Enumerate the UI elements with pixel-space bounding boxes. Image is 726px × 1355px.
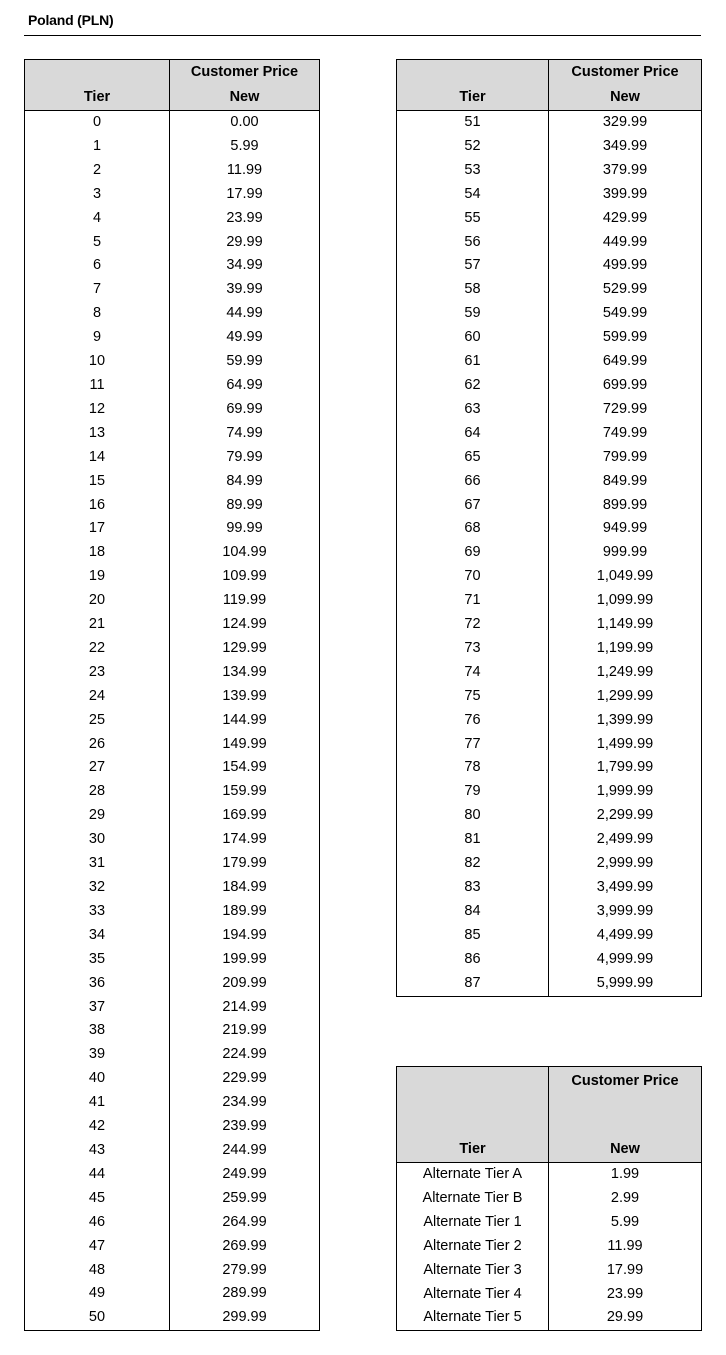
price-table-alternate-tiers [396, 1066, 702, 1331]
tier-cell: 60 [397, 326, 549, 350]
price-cell: 269.99 [222, 1237, 267, 1254]
tier-cell: 87 [397, 972, 549, 996]
tier-header: Tier [25, 60, 170, 111]
tier-cell: 12 [25, 398, 170, 422]
table-row [397, 398, 702, 422]
tier-header: Tier [397, 1067, 549, 1163]
table-row [25, 1115, 320, 1139]
price-cell: 899.99 [602, 496, 648, 513]
tier-cell: 27 [25, 756, 170, 780]
tier-cell: 39 [25, 1043, 170, 1067]
price-cell: 699.99 [602, 376, 648, 393]
tier-header: Tier [397, 60, 549, 111]
tier-cell: 78 [397, 756, 549, 780]
price-cell: 229.99 [222, 1070, 267, 1087]
tier-cell: 71 [397, 589, 549, 613]
tier-cell: 35 [25, 948, 170, 972]
table-row [25, 876, 320, 900]
table-row [25, 398, 320, 422]
tier-cell: 82 [397, 852, 549, 876]
table-row [397, 900, 702, 924]
header-row [397, 1067, 702, 1163]
price-cell: 1,099.99 [596, 592, 654, 609]
price-cell: 17.99 [226, 185, 263, 202]
price-cell: 249.99 [222, 1165, 267, 1182]
tier-cell: 22 [25, 637, 170, 661]
price-cell: 169.99 [222, 807, 267, 824]
tier-cell: 52 [397, 135, 549, 159]
price-cell: 139.99 [222, 687, 267, 704]
tier-cell: 70 [397, 565, 549, 589]
tier-cell: 67 [397, 494, 549, 518]
price-cell: 119.99 [222, 592, 267, 609]
price-cell: 79.99 [226, 448, 263, 465]
price-cell: 1,499.99 [596, 735, 654, 752]
price-table-tiers-51-87 [396, 59, 702, 997]
table-row [397, 422, 702, 446]
tier-cell: 48 [25, 1259, 170, 1283]
price-cell: 1,199.99 [596, 639, 654, 656]
price-cell: 3,499.99 [596, 879, 654, 895]
table-row [397, 661, 702, 685]
table-row [397, 733, 702, 757]
table-row [25, 852, 320, 876]
price-cell: 3,999.99 [596, 902, 654, 919]
table-row [397, 517, 702, 541]
tier-cell: 63 [397, 398, 549, 422]
tier-cell: 14 [25, 446, 170, 470]
table-row [397, 494, 702, 518]
table-row [397, 254, 702, 278]
price-cell: 379.99 [602, 161, 648, 178]
price-cell: 5.99 [610, 1213, 640, 1230]
tier-cell: Alternate Tier 1 [397, 1211, 549, 1235]
price-cell: 259.99 [222, 1189, 267, 1206]
tier-cell: 26 [25, 733, 170, 757]
table-row [25, 780, 320, 804]
tier-cell: 53 [397, 159, 549, 183]
tier-cell: 24 [25, 685, 170, 709]
tier-cell: 28 [25, 780, 170, 804]
price-cell: 189.99 [222, 902, 267, 919]
price-cell: 109.99 [222, 568, 267, 585]
tier-cell: 65 [397, 446, 549, 470]
table-row [25, 1306, 320, 1330]
price-cell: 749.99 [602, 424, 648, 441]
table-row [25, 900, 320, 924]
price-cell: 279.99 [222, 1261, 267, 1278]
tier-cell: 81 [397, 828, 549, 852]
table-row [397, 852, 702, 876]
tier-cell: 86 [397, 948, 549, 972]
tier-cell: 75 [397, 685, 549, 709]
price-cell: 179.99 [222, 855, 267, 872]
price-cell: 4,999.99 [596, 950, 654, 967]
tier-cell: 45 [25, 1187, 170, 1211]
tier-cell: 68 [397, 517, 549, 541]
tier-cell: 56 [397, 231, 549, 255]
table-row [397, 183, 702, 207]
tier-cell: 2 [25, 159, 170, 183]
price-table-tiers-0-50 [24, 59, 320, 1331]
tier-cell: 51 [397, 111, 549, 135]
price-cell: 849.99 [602, 472, 648, 489]
tier-cell: 15 [25, 470, 170, 494]
tier-cell: 1 [25, 135, 170, 159]
table-row [25, 1091, 320, 1115]
table-row [397, 828, 702, 852]
table-row [25, 996, 320, 1020]
table-row [25, 1067, 320, 1091]
table-row [25, 517, 320, 541]
price-cell: 1,299.99 [596, 687, 654, 704]
tier-cell: Alternate Tier 4 [397, 1283, 549, 1307]
tier-cell: 50 [25, 1306, 170, 1330]
tier-cell: Alternate Tier 2 [397, 1235, 549, 1259]
tier-cell: Alternate Tier 3 [397, 1259, 549, 1283]
table-row [25, 135, 320, 159]
tier-cell: 41 [25, 1091, 170, 1115]
price-cell: 549.99 [602, 305, 648, 322]
price-cell: 17.99 [606, 1261, 644, 1278]
tier-cell: 61 [397, 350, 549, 374]
table-row [25, 1187, 320, 1211]
table-row [25, 541, 320, 565]
tier-cell: Alternate Tier B [397, 1187, 549, 1211]
tier-cell: 83 [397, 876, 549, 900]
tier-cell: 19 [25, 565, 170, 589]
table-row [25, 1259, 320, 1283]
table-row [25, 1139, 320, 1163]
tier-cell: 5 [25, 231, 170, 255]
price-cell: 194.99 [222, 926, 267, 943]
customer-price-header: Customer Price New [170, 60, 320, 111]
tier-cell: 54 [397, 183, 549, 207]
price-cell: 649.99 [602, 353, 648, 370]
price-cell: 159.99 [222, 783, 267, 800]
price-cell: 2,499.99 [596, 831, 654, 848]
table-row [397, 231, 702, 255]
price-cell: 4,499.99 [596, 926, 654, 943]
tier-cell: 30 [25, 828, 170, 852]
tier-cell: 73 [397, 637, 549, 661]
tier-cell: 33 [25, 900, 170, 924]
table-row [25, 828, 320, 852]
table-row [25, 111, 320, 135]
table-row [25, 326, 320, 350]
tier-cell: 72 [397, 613, 549, 637]
tier-cell: 31 [25, 852, 170, 876]
price-cell: 11.99 [607, 1237, 643, 1254]
table-row [397, 972, 702, 996]
page-title: Poland (PLN) [28, 12, 114, 28]
table-row [25, 350, 320, 374]
table-row [25, 1235, 320, 1259]
price-cell: 429.99 [602, 209, 648, 226]
tier-cell: 42 [25, 1115, 170, 1139]
table-row [397, 685, 702, 709]
price-cell: 244.99 [222, 1141, 267, 1158]
price-cell: 104.99 [222, 544, 267, 561]
table-row [25, 733, 320, 757]
tier-cell: 77 [397, 733, 549, 757]
price-cell: 399.99 [602, 185, 648, 202]
table-row [397, 1306, 702, 1330]
customer-price-header: Customer Price New [549, 60, 702, 111]
table-row [397, 756, 702, 780]
table-row [397, 637, 702, 661]
table-row [397, 948, 702, 972]
table-row [25, 1019, 320, 1043]
table-row [25, 804, 320, 828]
tier-cell: 55 [397, 207, 549, 231]
table-row [25, 756, 320, 780]
price-cell: 89.99 [226, 496, 263, 513]
table-row [397, 135, 702, 159]
tier-cell: 37 [25, 996, 170, 1020]
tier-cell: Alternate Tier 5 [397, 1306, 549, 1330]
price-cell: 529.99 [602, 281, 648, 298]
price-cell: 11.99 [226, 161, 263, 178]
table-row [25, 637, 320, 661]
table-row [397, 350, 702, 374]
price-cell: 124.99 [222, 616, 267, 633]
price-cell: 239.99 [222, 1118, 267, 1135]
tier-cell: 38 [25, 1019, 170, 1043]
price-cell: 2.99 [610, 1189, 640, 1206]
table-row [397, 326, 702, 350]
price-cell: 5.99 [230, 137, 259, 154]
price-cell: 99.99 [226, 520, 263, 537]
table-row [397, 470, 702, 494]
price-cell: 129.99 [222, 639, 267, 656]
tier-cell: 74 [397, 661, 549, 685]
price-cell: 39.99 [226, 281, 263, 298]
price-cell: 2,999.99 [596, 855, 654, 872]
table-row [397, 1211, 702, 1235]
price-cell: 23.99 [606, 1285, 644, 1302]
tier-cell: Alternate Tier A [397, 1163, 549, 1187]
table-row [397, 565, 702, 589]
price-cell: 499.99 [602, 257, 648, 274]
price-cell: 289.99 [222, 1285, 267, 1302]
table-row [25, 565, 320, 589]
tier-cell: 34 [25, 924, 170, 948]
tier-cell: 0 [25, 111, 170, 135]
tier-cell: 46 [25, 1211, 170, 1235]
price-cell: 1,049.99 [596, 568, 654, 585]
table-row [397, 924, 702, 948]
price-cell: 69.99 [226, 400, 263, 417]
table-row [25, 494, 320, 518]
table-row [25, 589, 320, 613]
table-row [25, 685, 320, 709]
tier-cell: 69 [397, 541, 549, 565]
price-cell: 729.99 [602, 400, 648, 417]
table-row [397, 374, 702, 398]
tier-cell: 10 [25, 350, 170, 374]
price-cell: 1,149.99 [596, 616, 654, 633]
price-cell: 219.99 [222, 1022, 267, 1039]
tier-cell: 18 [25, 541, 170, 565]
tier-cell: 40 [25, 1067, 170, 1091]
price-cell: 44.99 [226, 305, 263, 322]
tier-cell: 76 [397, 709, 549, 733]
price-cell: 34.99 [226, 257, 263, 274]
price-cell: 599.99 [602, 329, 648, 346]
table-row [25, 661, 320, 685]
tier-cell: 43 [25, 1139, 170, 1163]
price-cell: 1,799.99 [596, 759, 654, 776]
table-row [397, 302, 702, 326]
table-row [25, 374, 320, 398]
price-cell: 1,399.99 [596, 711, 654, 728]
table-row [25, 278, 320, 302]
price-cell: 184.99 [222, 879, 267, 895]
tier-cell: 49 [25, 1282, 170, 1306]
tier-cell: 64 [397, 422, 549, 446]
table-row [25, 1211, 320, 1235]
table-row [25, 1163, 320, 1187]
price-cell: 64.99 [226, 376, 263, 393]
table-row [25, 613, 320, 637]
table-row [397, 804, 702, 828]
table-row [25, 1282, 320, 1306]
header-row [25, 60, 320, 111]
price-cell: 1.99 [610, 1166, 640, 1182]
table-row [397, 1259, 702, 1283]
price-cell: 799.99 [602, 448, 648, 465]
table-row [25, 948, 320, 972]
tier-cell: 84 [397, 900, 549, 924]
tier-cell: 85 [397, 924, 549, 948]
table-row [25, 231, 320, 255]
table-row [25, 207, 320, 231]
tier-cell: 79 [397, 780, 549, 804]
price-cell: 214.99 [222, 998, 267, 1015]
tier-cell: 29 [25, 804, 170, 828]
price-cell: 234.99 [222, 1094, 267, 1111]
table-row [397, 1163, 702, 1187]
tier-cell: 20 [25, 589, 170, 613]
table-row [397, 111, 702, 135]
customer-price-header: Customer Price New [549, 1067, 702, 1163]
price-cell: 349.99 [602, 137, 648, 154]
table-row [25, 159, 320, 183]
price-cell: 74.99 [226, 424, 263, 441]
table-row [397, 541, 702, 565]
price-cell: 209.99 [222, 974, 267, 991]
table-row [25, 709, 320, 733]
price-cell: 59.99 [226, 353, 263, 370]
table-row [397, 278, 702, 302]
tier-cell: 17 [25, 517, 170, 541]
price-cell: 84.99 [226, 472, 263, 489]
tier-cell: 57 [397, 254, 549, 278]
price-cell: 449.99 [602, 233, 648, 250]
price-cell: 49.99 [226, 329, 263, 346]
price-cell: 224.99 [222, 1046, 267, 1063]
tier-cell: 11 [25, 374, 170, 398]
price-cell: 999.99 [602, 544, 648, 561]
tier-cell: 6 [25, 254, 170, 278]
price-cell: 199.99 [222, 950, 267, 967]
tier-cell: 59 [397, 302, 549, 326]
table-row [397, 613, 702, 637]
price-cell: 949.99 [602, 520, 648, 537]
tier-cell: 23 [25, 661, 170, 685]
tier-cell: 16 [25, 494, 170, 518]
tier-cell: 66 [397, 470, 549, 494]
tier-cell: 80 [397, 804, 549, 828]
table-row [397, 1283, 702, 1307]
tier-cell: 58 [397, 278, 549, 302]
price-cell: 149.99 [222, 735, 267, 752]
tier-cell: 3 [25, 183, 170, 207]
table-row [25, 302, 320, 326]
price-cell: 299.99 [222, 1309, 267, 1326]
tier-cell: 47 [25, 1235, 170, 1259]
table-row [25, 470, 320, 494]
price-cell: 134.99 [222, 663, 267, 680]
table-row [25, 254, 320, 278]
price-cell: 5,999.99 [596, 974, 654, 991]
header-row [397, 60, 702, 111]
price-cell: 264.99 [222, 1213, 267, 1230]
tier-cell: 13 [25, 422, 170, 446]
table-row [397, 1187, 702, 1211]
table-row [25, 183, 320, 207]
table-row [25, 1043, 320, 1067]
table-row [25, 972, 320, 996]
price-cell: 29.99 [226, 233, 263, 250]
price-cell: 329.99 [602, 114, 648, 130]
table-row [397, 446, 702, 470]
table-row [25, 924, 320, 948]
table-row [25, 446, 320, 470]
price-cell: 144.99 [222, 711, 267, 728]
tier-cell: 8 [25, 302, 170, 326]
title-underline [24, 35, 701, 36]
tier-cell: 62 [397, 374, 549, 398]
price-cell: 174.99 [222, 831, 267, 848]
table-row [397, 876, 702, 900]
tier-cell: 9 [25, 326, 170, 350]
tier-cell: 4 [25, 207, 170, 231]
table-row [397, 207, 702, 231]
price-cell: 154.99 [222, 759, 267, 776]
price-cell: 1,999.99 [596, 783, 654, 800]
table-row [397, 1235, 702, 1259]
table-row [397, 159, 702, 183]
tier-cell: 36 [25, 972, 170, 996]
price-cell: 2,299.99 [596, 807, 654, 824]
tier-cell: 21 [25, 613, 170, 637]
price-cell: 29.99 [606, 1309, 644, 1326]
tier-cell: 44 [25, 1163, 170, 1187]
table-row [397, 589, 702, 613]
price-cell: 1,249.99 [596, 663, 654, 680]
price-cell: 0.00 [230, 114, 259, 130]
tier-cell: 7 [25, 278, 170, 302]
price-cell: 23.99 [226, 209, 263, 226]
tier-cell: 32 [25, 876, 170, 900]
table-row [397, 709, 702, 733]
table-row [25, 422, 320, 446]
tier-cell: 25 [25, 709, 170, 733]
table-row [397, 780, 702, 804]
